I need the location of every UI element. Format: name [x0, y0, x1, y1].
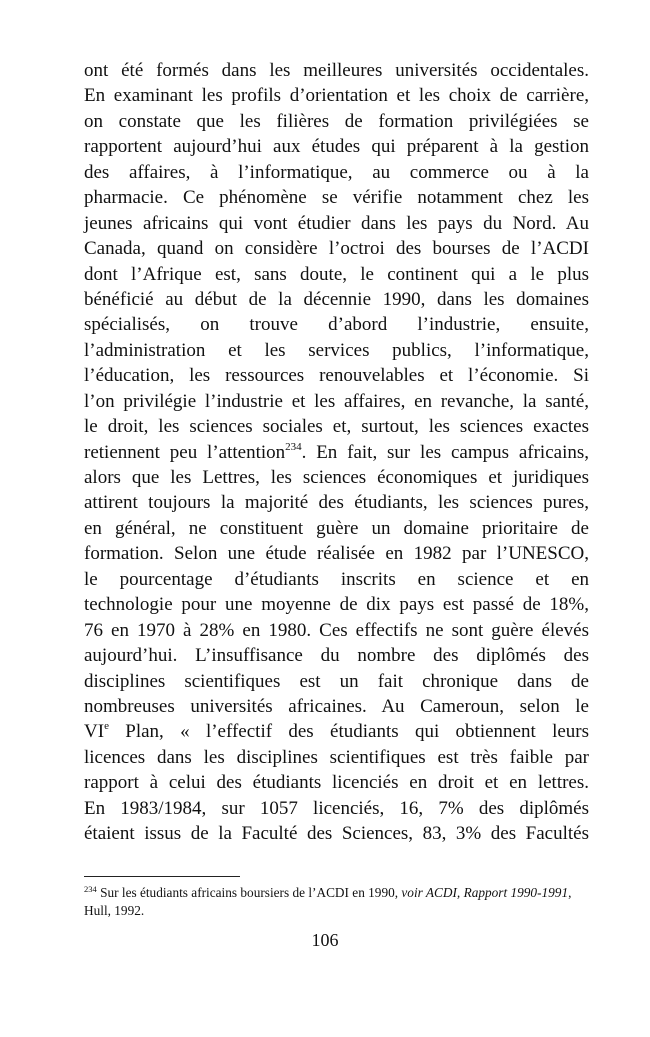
text-line — [84, 389, 589, 414]
text-line — [84, 262, 589, 287]
text-line — [84, 490, 589, 515]
text-line — [84, 465, 589, 490]
text-line — [84, 338, 589, 363]
line-text: VI — [84, 721, 105, 743]
line-text: Canada, quand on considère l’octroi des bourses de l’ACDI — [84, 238, 589, 260]
text-line — [84, 58, 589, 83]
text-line — [84, 618, 589, 643]
line-text-continued: Plan, « l’effectif des étudiants qui obtiennent leurs — [108, 721, 589, 743]
text-line — [84, 770, 589, 795]
text-line — [84, 643, 589, 668]
text-line — [84, 312, 589, 337]
body-text — [84, 58, 589, 847]
text-line — [84, 669, 589, 694]
line-text: retiennent peu l’attention — [84, 441, 286, 463]
line-text: En examinant les profils d’orientation et les choix de carrière, — [84, 85, 589, 107]
line-text: bénéficié au début de la décennie 1990, dans les domaines — [84, 288, 589, 310]
text-line — [84, 185, 589, 210]
text-line — [84, 694, 589, 719]
line-text: 76 en 1970 à 28% en 1980. Ces effectifs ne sont guère élevés — [84, 619, 589, 641]
line-text: attirent toujours la majorité des étudiants, les sciences pures, — [84, 492, 589, 514]
line-text: nombreuses universités africaines. Au Cameroun, selon le — [84, 695, 589, 717]
line-text: le droit, les sciences sociales et, surtout, les sciences exactes — [84, 416, 589, 438]
text-line — [84, 109, 589, 134]
line-text: aujourd’hui. L’insuffisance du nombre des diplômés des — [84, 645, 589, 667]
text-line — [84, 516, 589, 541]
text-line — [84, 592, 589, 617]
line-text: rapportent aujourd’hui aux études qui préparent à la gestion — [84, 136, 589, 158]
footnote-separator — [84, 876, 240, 877]
line-text: dont l’Afrique est, sans doute, le continent qui a le plus — [84, 263, 589, 285]
line-text: l’administration et les services publics, l’informatique, — [84, 339, 589, 361]
superscript: e — [104, 720, 109, 733]
text-line — [84, 796, 589, 821]
line-text: l’éducation, les ressources renouvelables et l’économie. Si — [84, 365, 589, 387]
text-line — [84, 236, 589, 261]
line-text: jeunes africains qui vont étudier dans les pays du Nord. Au — [84, 212, 589, 234]
text-line — [84, 83, 589, 108]
page-number: 106 — [311, 930, 339, 950]
line-text: en général, ne constituent guère un domaine prioritaire de — [84, 517, 589, 539]
text-line — [84, 821, 589, 846]
superscript: 234 — [285, 440, 302, 453]
footnote-text: Sur les étudiants africains boursiers de l’ACDI en 1990, — [96, 885, 402, 900]
text-line — [84, 363, 589, 388]
text-line — [84, 160, 589, 185]
text-line — [84, 719, 589, 744]
text-line — [84, 211, 589, 236]
footnote-reference: voir ACDI, Rapport 1990-1991 — [401, 885, 569, 900]
line-text: alors que les Lettres, les sciences économiques et juridiques — [84, 467, 589, 488]
line-text-continued: . En fait, sur les campus africains, — [301, 441, 589, 463]
line-text: rapport à celui des étudiants licenciés en droit et en lettres. — [84, 772, 589, 794]
line-text: des affaires, à l’informatique, au commerce ou à la — [84, 161, 589, 183]
text-line — [84, 287, 589, 312]
footnote-234 — [84, 884, 589, 920]
line-text: technologie pour une moyenne de dix pays est passé de 18%, — [84, 594, 589, 616]
text-line — [84, 414, 589, 439]
line-text: disciplines scientifiques est un fait chronique dans de — [84, 670, 589, 692]
line-text: le pourcentage d’étudiants inscrits en science et en — [84, 568, 589, 590]
line-text: on constate que les filières de formation privilégiées se — [84, 110, 589, 132]
footnote-end: , Hull, 1992. — [84, 885, 572, 918]
line-text: En 1983/1984, sur 1057 licenciés, 16, 7% des diplômés — [84, 797, 589, 819]
line-text: étaient issus de la Faculté des Sciences, 83, 3% des Facultés — [84, 823, 589, 845]
text-line — [84, 541, 589, 566]
footnote-number: 234 — [84, 884, 97, 894]
text-line — [84, 567, 589, 592]
line-text: pharmacie. Ce phénomène se vérifie notamment chez les — [84, 187, 589, 209]
text-line — [84, 440, 589, 465]
text-line — [84, 745, 589, 770]
line-text: ont été formés dans les meilleures universités occidentales. — [84, 60, 589, 81]
line-text: spécialisés, on trouve d’abord l’industrie, ensuite, — [84, 314, 589, 336]
line-text: formation. Selon une étude réalisée en 1982 par l’UNESCO, — [84, 543, 589, 565]
line-text: l’on privilégie l’industrie et les affaires, en revanche, la santé, — [84, 390, 589, 412]
line-text: licences dans les disciplines scientifiques est très faible par — [84, 746, 589, 768]
text-line — [84, 134, 589, 159]
